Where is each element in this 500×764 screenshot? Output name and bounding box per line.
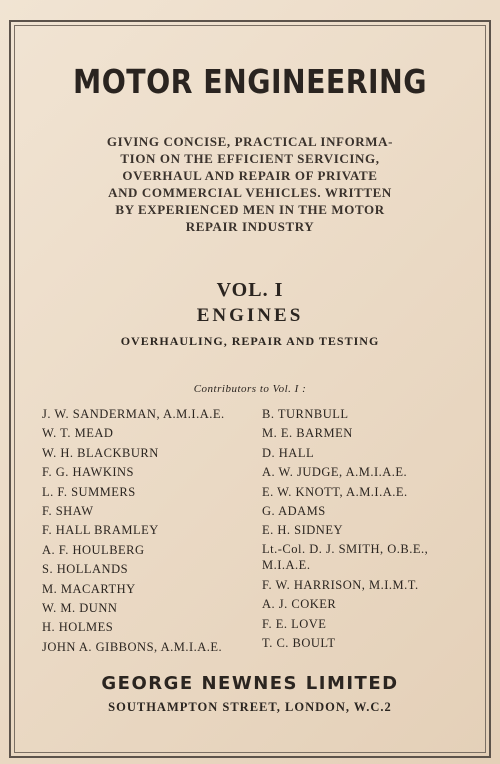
contributor-name: JOHN A. GIBBONS, A.M.I.A.E. (42, 639, 223, 654)
contributor-name: G. ADAMS (262, 503, 326, 518)
description-line: REPAIR INDUSTRY (185, 219, 315, 234)
description-line: BY EXPERIENCED MEN IN THE MOTOR (115, 202, 385, 217)
contributor-name: W. T. MEAD (42, 426, 114, 441)
contributor-name: B. TURNBULL (262, 407, 349, 421)
description-line: AND COMMERCIAL VEHICLES. WRITTEN (108, 185, 392, 200)
contributor-name (262, 541, 477, 576)
contributor-name: M. MACARTHY (42, 581, 136, 596)
contributor-name: E. H. SIDNEY (262, 523, 343, 538)
contributor-name: D. HALL (262, 445, 315, 460)
description-line: OVERHAUL AND REPAIR OF PRIVATE (122, 168, 378, 183)
contributor-name: F. SHAW (42, 503, 94, 518)
contributor-name-text: Lt.-Col. D. J. SMITH, O.B.E., M.I.A.E. (262, 541, 429, 572)
contributor-name: A. F. HOULBERG (42, 542, 145, 557)
contributor-name: S. HOLLANDS (42, 562, 129, 577)
book-title: MOTOR ENGINEERING (73, 62, 427, 101)
publisher-address: SOUTHAMPTON STREET, LONDON, W.C.2 (108, 700, 392, 714)
contributor-name: E. W. KNOTT, A.M.I.A.E. (262, 484, 408, 499)
contributor-name: A. W. JUDGE, A.M.I.A.E. (262, 465, 408, 480)
volume-label: VOL. I (216, 279, 284, 301)
contributor-name: L. F. SUMMERS (42, 484, 136, 499)
publisher-name: GEORGE NEWNES LIMITED (101, 673, 399, 694)
volume-subtitle: OVERHAULING, REPAIR AND TESTING (120, 334, 380, 348)
contributors-right-column (262, 405, 477, 653)
contributor-name: F. E. LOVE (262, 616, 327, 631)
contributor-name: H. HOLMES (42, 620, 114, 635)
contributor-name: J. W. SANDERMAN, A.M.I.A.E. (42, 407, 225, 421)
contributor-name: M. E. BARMEN (262, 426, 353, 441)
contributor-name: F. W. HARRISON, M.I.M.T. (262, 577, 419, 592)
contributor-name: F. HALL BRAMLEY (42, 523, 159, 538)
contributor-name: F. G. HAWKINS (42, 465, 134, 480)
contributor-name: W. H. BLACKBURN (42, 445, 159, 460)
description-line: GIVING CONCISE, PRACTICAL INFORMA- (106, 134, 394, 149)
contributor-name: A. J. COKER (262, 597, 337, 612)
contributors-left-column (42, 405, 225, 657)
contributors-heading: Contributors to Vol. I : (193, 383, 307, 395)
contributor-name: W. M. DUNN (42, 600, 118, 615)
contributor-name: T. C. BOULT (262, 635, 336, 650)
description (70, 133, 430, 235)
volume-subject: ENGINES (196, 305, 304, 326)
description-line: TION ON THE EFFICIENT SERVICING, (120, 151, 380, 166)
